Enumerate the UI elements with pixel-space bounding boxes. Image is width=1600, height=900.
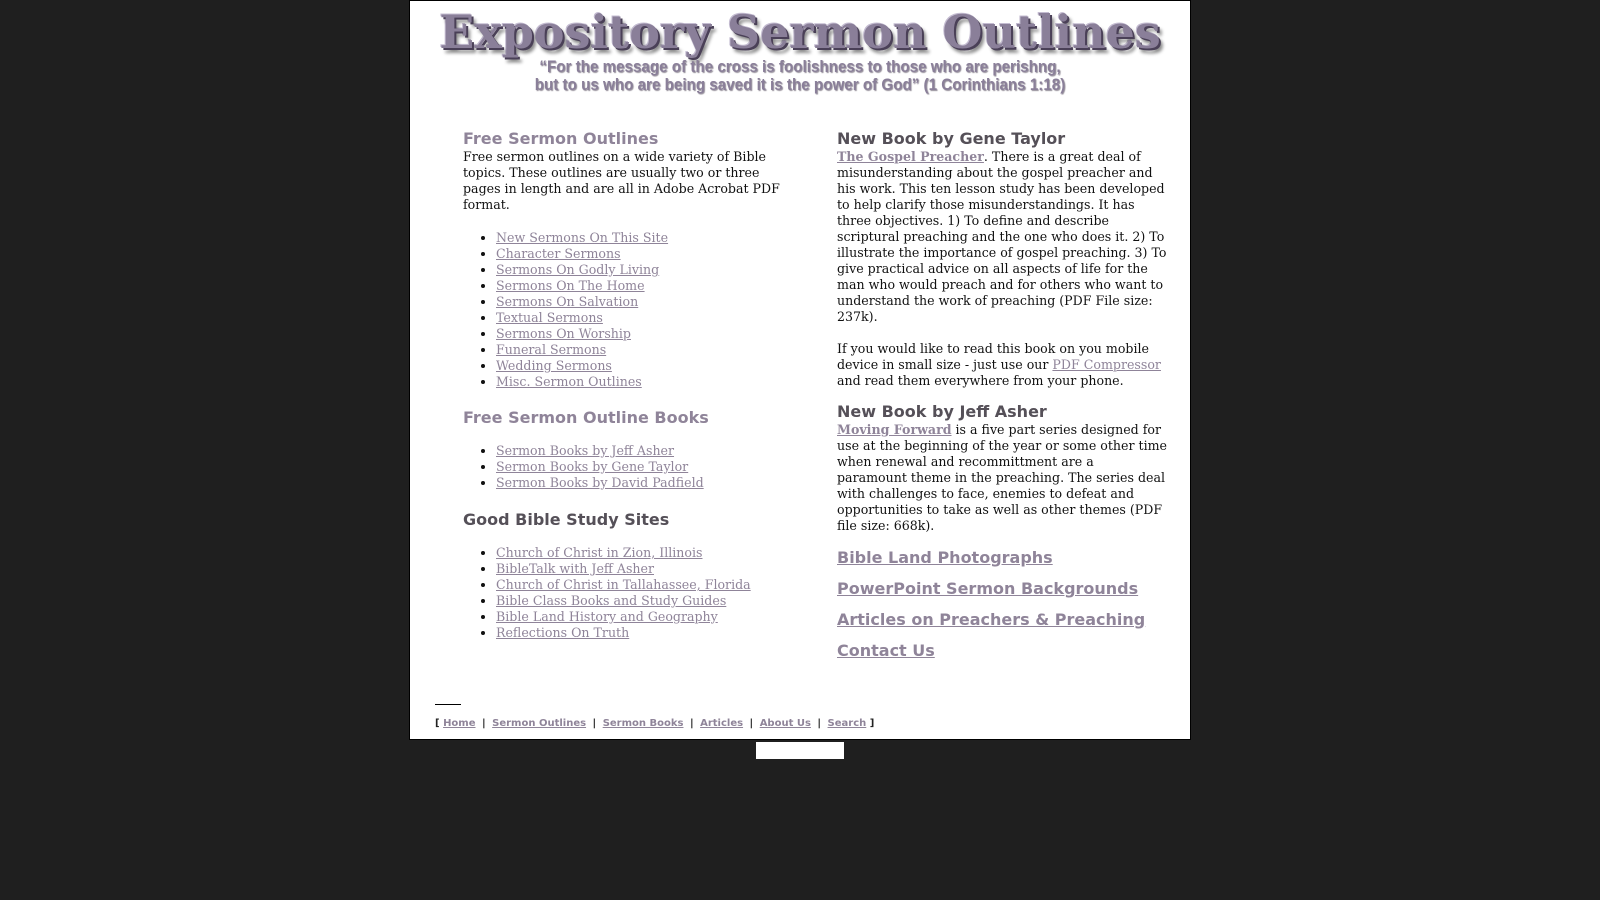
- separator: |: [689, 718, 694, 729]
- page-container: [409, 0, 1191, 740]
- list-item: [496, 593, 783, 609]
- link-bible-class-books[interactable]: Bible Class Books and Study Guides: [496, 593, 727, 608]
- list-item: [496, 475, 783, 491]
- mobile-note-text: If you would like to read this book on you mobile device in small size - just use our: [837, 341, 1149, 372]
- good-bible-study-sites-heading: Good Bible Study Sites: [463, 510, 670, 529]
- list-item: [496, 459, 783, 475]
- footer-link-about-us[interactable]: About Us: [759, 718, 811, 729]
- moving-forward-description: is a five part series designed for use at the beginning of the year or some other time when renewal and recommittment are a paramount theme in the preaching. The series deal with challenges to face, enemies to defeat and opportunities to take as well as other themes (PDF file size: 668k).: [837, 422, 1167, 533]
- list-item: [496, 310, 783, 326]
- link-books-gene-taylor[interactable]: Sermon Books by Gene Taylor: [496, 459, 689, 474]
- bracket-close: ]: [869, 718, 875, 729]
- mobile-note: [837, 341, 1167, 389]
- link-wedding-sermons[interactable]: Wedding Sermons: [496, 358, 612, 373]
- free-sermon-outlines-heading: Free Sermon Outlines: [463, 129, 659, 148]
- bible-study-sites-list: [463, 545, 783, 641]
- gene-taylor-book-heading: New Book by Gene Taylor: [837, 129, 1066, 148]
- link-godly-living[interactable]: Sermons On Godly Living: [496, 262, 660, 277]
- link-funeral-sermons[interactable]: Funeral Sermons: [496, 342, 607, 357]
- outlines-description: Free sermon outlines on a wide variety of Bible topics. These outlines are usually two or three pages in length and are all in Adobe Acrobat PDF format.: [463, 149, 780, 212]
- link-books-david-padfield[interactable]: Sermon Books by David Padfield: [496, 475, 704, 490]
- gene-taylor-book-description: [837, 149, 1167, 325]
- link-bible-land-photographs[interactable]: Bible Land Photographs: [837, 548, 1053, 567]
- free-sermon-outline-books-heading: Free Sermon Outline Books: [463, 408, 709, 427]
- list-item: [496, 443, 783, 459]
- jeff-asher-book-heading: New Book by Jeff Asher: [837, 402, 1047, 421]
- outline-topics-list: [463, 230, 783, 390]
- link-pdf-compressor[interactable]: PDF Compressor: [1052, 357, 1161, 372]
- footer-link-home[interactable]: Home: [443, 718, 476, 729]
- list-item: [496, 577, 783, 593]
- link-the-home[interactable]: Sermons On The Home: [496, 278, 645, 293]
- quote-line-2: but to us who are being saved it is the power of God” (1 Corinthians 1:18): [534, 76, 1066, 94]
- quote-line-1: “For the message of the cross is foolishness to those who are perishng,: [539, 58, 1061, 76]
- separator: |: [817, 718, 822, 729]
- link-bibletalk[interactable]: BibleTalk with Jeff Asher: [496, 561, 654, 576]
- link-moving-forward[interactable]: Moving Forward: [837, 422, 952, 437]
- link-worship[interactable]: Sermons On Worship: [496, 326, 631, 341]
- list-item: [496, 625, 783, 641]
- link-coc-zion[interactable]: Church of Christ in Zion, Illinois: [496, 545, 703, 560]
- link-new-sermons[interactable]: New Sermons On This Site: [496, 230, 669, 245]
- link-contact-us[interactable]: Contact Us: [837, 641, 935, 660]
- list-item: [496, 326, 783, 342]
- list-item: [496, 561, 783, 577]
- list-item: [496, 358, 783, 374]
- footer-link-sermon-books[interactable]: Sermon Books: [602, 718, 684, 729]
- link-reflections-on-truth[interactable]: Reflections On Truth: [496, 625, 630, 640]
- site-banner: [410, 1, 1190, 111]
- list-item: [496, 545, 783, 561]
- footer-nav: [435, 718, 874, 729]
- link-salvation[interactable]: Sermons On Salvation: [496, 294, 639, 309]
- site-title: Expository Sermon Outlines: [439, 5, 1161, 59]
- link-the-gospel-preacher[interactable]: The Gospel Preacher: [837, 149, 984, 164]
- list-item: [496, 262, 783, 278]
- link-articles-preaching[interactable]: Articles on Preachers & Preaching: [837, 610, 1146, 629]
- bracket-open: [: [435, 718, 440, 729]
- list-item: [496, 278, 783, 294]
- footer-badge-placeholder: [756, 742, 844, 759]
- separator: |: [749, 718, 754, 729]
- jeff-asher-book-description: [837, 422, 1167, 534]
- right-column: [837, 129, 1167, 661]
- link-character-sermons[interactable]: Character Sermons: [496, 246, 621, 261]
- footer-link-articles[interactable]: Articles: [700, 718, 744, 729]
- list-item: [496, 294, 783, 310]
- footer-link-search[interactable]: Search: [827, 718, 867, 729]
- link-coc-tallahassee[interactable]: Church of Christ in Tallahassee, Florida: [496, 577, 751, 592]
- list-item: [496, 342, 783, 358]
- gospel-preacher-description: . There is a great deal of misunderstanding about the gospel preacher and his work. This ten lesson study has been developed to help clarify those misunderstandings. It has three objectives. 1) To define and describe scriptural preaching and the one who does it. 2) To illustrate the importance of gospel preaching. 3) To give practical advice on all aspects of life for the man who would preach and for others who want to understand the work of preaching (PDF File size: 237k).: [837, 149, 1167, 324]
- footer-link-sermon-outlines[interactable]: Sermon Outlines: [492, 718, 587, 729]
- separator: |: [592, 718, 597, 729]
- link-books-jeff-asher[interactable]: Sermon Books by Jeff Asher: [496, 443, 675, 458]
- link-bible-land-history[interactable]: Bible Land History and Geography: [496, 609, 718, 624]
- list-item: [496, 246, 783, 262]
- list-item: [496, 609, 783, 625]
- left-column: [463, 129, 783, 641]
- list-item: [496, 374, 783, 390]
- sermon-books-list: [463, 443, 783, 491]
- separator: |: [482, 718, 486, 729]
- list-item: [496, 230, 783, 246]
- featured-links: [837, 548, 1167, 661]
- mobile-note-text-end: and read them everywhere from your phone.: [837, 373, 1124, 388]
- link-powerpoint-backgrounds[interactable]: PowerPoint Sermon Backgrounds: [837, 579, 1139, 598]
- footer-divider: [435, 704, 461, 705]
- link-misc-outlines[interactable]: Misc. Sermon Outlines: [496, 374, 642, 389]
- link-textual-sermons[interactable]: Textual Sermons: [496, 310, 603, 325]
- banner-quote: [441, 58, 1159, 94]
